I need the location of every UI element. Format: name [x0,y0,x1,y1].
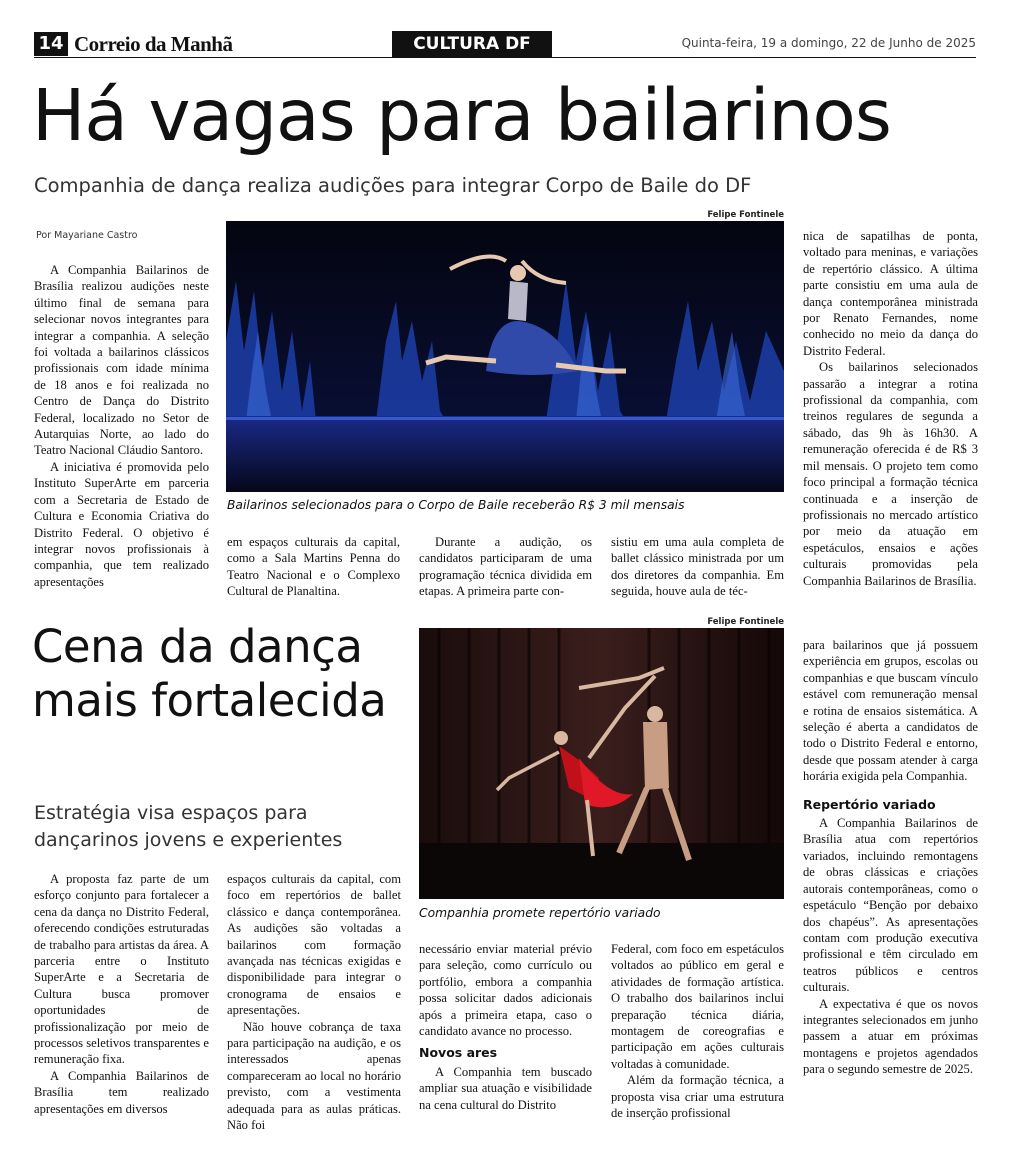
paragraph: Federal, com foco em espetáculos voltados ao público em geral e atividades de formação artística. O trabalho dos bailarinos inclui preparação técnica diária, montagem de coreografias e participação em ações culturais voltadas à comunidade. [611,942,784,1071]
page-number: 14 [34,32,68,56]
subheadline-2: Estratégia visa espaços para dançarinos jovens e experientes [34,802,343,851]
paragraph: A expectativa é que os novos integrantes selecionados em junho passem a atuar em próximas montagens e projetos agendados para o segundo semestre de 2025. [803,996,978,1077]
article1-column-3 [419,534,592,600]
paragraph: A Companhia Bailarinos de Brasília atua com repertórios variados, incluindo remontagens de obras clássicas e criações autorais contemporâneas, como o espetáculo “Benção por debaixo dos chapéus”. As apresentações contam com produção executiva profissional e têm circulado em teatros públicos e centros culturais. [803,816,978,995]
article1-column-4 [611,534,784,600]
paragraph: Não houve cobrança de taxa para participação na audição, e os interessados apenas compareceram ao local no horário previsto, com a vestimenta adequada para as aulas práticas. Não foi [227,1019,401,1133]
section-subhead: Repertório variado [803,796,936,812]
article2-column-4 [611,941,784,1121]
paragraph: sistiu em uma aula completa de ballet clássico ministrada por um dos diretores da companhia. Em seguida, houve aula de téc- [611,535,784,599]
dance-duo-illustration [419,628,784,899]
paragraph: Além da formação técnica, a proposta visa criar uma estrutura de inserção profissional [611,1073,784,1121]
paragraph: nica de sapatilhas de ponta, voltado para meninas, e variações de repertório clássico. A última parte consistiu em uma aula de dança contemporânea ministrada por Renato Fernandes, nome conhecido no meio da dança do Distrito Federal. [803,229,978,358]
header-rule [34,57,976,58]
dance-duo-photo [419,628,784,899]
article2-column-1 [34,871,209,1117]
article2-column-5 [803,637,978,1078]
section-subhead: Novos ares [419,1045,498,1061]
paragraph: para bailarinos que já possuem experiência em grupos, escolas ou companhias e que buscam vínculo estável com remuneração mensal e rotina de ensaios sistemática. A seleção é aberta a candidatos de todo o Distrito Federal e entorno, desde que possam atender à carga horária exigida pela Companhia. [803,638,978,784]
article1-column-2 [227,534,400,600]
article1-column-5 [803,228,978,589]
paragraph: A iniciativa é promovida pelo Instituto SuperArte em parceria com a Secretaria de Estado de Cultura e Economia Criativa do Distrito Federal. O objetivo é integrar novos profissionais à companhia, que tem realizado apresentações [34,459,209,589]
paragraph: A proposta faz parte de um esforço conjunto para fortalecer a cena da dança no Distrito Federal, oferecendo condições estruturadas de trabalho para artistas da área. A parceria entre o Instituto SuperArte e a Secretaria de Cultura busca promover oportunidades de profissionalização por meio de processos seletivos transparentes e remuneração fixa. [34,872,209,1067]
issue-date: Quinta-feira, 19 a domingo, 22 de Junho de 2025 [681,36,976,50]
article2-column-3 [419,941,592,1113]
paragraph: necessário enviar material prévio para seleção, como currículo ou portfólio, embora a companhia possa solicitar dados adicionais após a primeira etapa, caso o candidato avance no processo. [419,942,592,1039]
headline-2: Cena da dança mais fortalecida [32,620,387,727]
photo-caption-2: Companhia promete repertório variado [419,906,661,920]
paragraph: A Companhia Bailarinos de Brasília tem realizado apresentações em diversos [34,1068,209,1116]
photo-credit: Felipe Fontinele [707,210,784,220]
paragraph: em espaços culturais da capital, como a Sala Martins Penna do Teatro Nacional e o Complexo Cultural de Planaltina. [227,535,400,599]
photo-caption: Bailarinos selecionados para o Corpo de Baile receberão R$ 3 mil mensais [227,498,685,512]
ballet-jump-illustration [226,221,784,492]
article2-column-2 [227,871,401,1134]
headline: Há vagas para bailarinos [32,74,891,157]
subheadline: Companhia de dança realiza audições para integrar Corpo de Baile do DF [34,174,752,197]
article1-column-1 [34,262,209,590]
paragraph: Os bailarinos selecionados passarão a integrar a rotina profissional da companhia, com treinos regulares de segunda a sábado, das 9h às 16h30. A remuneração oferecida é de R$ 3 mil mensais. O projeto tem como foco principal a formação técnica continuada e a inserção de profissionais no mercado artístico por meio da atuação em espetáculos, ensaios e ações culturais promovidas pela Companhia Bailarinos de Brasília. [803,360,978,588]
paragraph: espaços culturais da capital, com foco em repertórios de ballet clássico e dança contemporânea. As audições são voltadas a bailarinos com formação avançada nas técnicas exigidas e disponibilidade para integrar o cronograma de ensaios e apresentações. [227,872,401,1018]
section-label: CULTURA DF [392,31,552,57]
masthead: Correio da Manhã [74,32,233,56]
paragraph: Durante a audição, os candidatos participaram de uma programação técnica dividida em etapas. A primeira parte con- [419,535,592,599]
paragraph: A Companhia Bailarinos de Brasília realizou audições neste último final de semana para selecionar novos integrantes para integrar a companhia. A seleção foi voltada a bailarinos clássicos profissionais com idade mínima de 18 anos e foi realizada no Centro de Dança do Distrito Federal, localizado no Setor de Autarquias Norte, ao lado do Teatro Nacional Cláudio Santoro. [34,263,209,458]
paragraph: A Companhia tem buscado ampliar sua atuação e visibilidade na cena cultural do Distrito [419,1064,592,1112]
photo-credit-2: Felipe Fontinele [707,617,784,627]
byline: Por Mayariane Castro [36,230,138,241]
ballet-jump-photo [226,221,784,492]
